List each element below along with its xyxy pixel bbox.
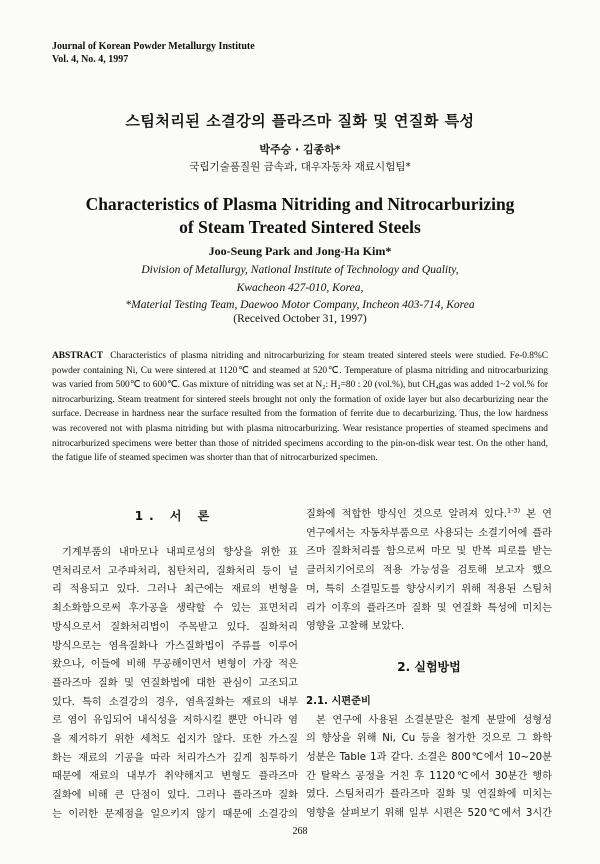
page-number: 268: [292, 826, 308, 837]
body-line: 성분은 Table 1과 같다. 소결은 800℃에서 10~20분: [306, 752, 552, 764]
body-text: 질화에 적합한 방식인 것으로 알려져 있다.: [306, 509, 507, 520]
body-line: 며, 특히 소결밀도를 향상시키기 위해 적용된 스팀처: [306, 583, 552, 595]
body-text: 본 연: [520, 509, 552, 520]
body-line: 클러치기어로의 적용 가능성을 검토해 보고자 했으: [306, 565, 552, 577]
right-column: [306, 506, 552, 824]
body-line: 였다. 스팀처리가 플라즈마 질화 및 연질화에 미치는: [306, 789, 552, 801]
english-affiliation: [0, 262, 600, 315]
subsection-heading: 2.1. 시편준비: [306, 695, 371, 707]
body-line: 는 이러한 문제점을 일으키지 않기 때문에 소결강의: [52, 808, 298, 820]
english-authors: Joo-Seung Park and Jong-Ha Kim*: [208, 244, 392, 258]
body-line: 의 향상을 위해 Ni, Cu 등을 첨가한 것으로 그 화학: [306, 733, 552, 745]
body-line: 때문에 재료의 내부가 취약해지고 변형도 플라즈마: [52, 771, 298, 783]
journal-name: Journal of Korean Powder Metallurgy Institute: [52, 41, 255, 52]
english-title: [0, 193, 600, 239]
left-column: [52, 506, 298, 825]
english-title-line2: of Steam Treated Sintered Steels: [179, 217, 421, 237]
body-line: 있다. 특히 소결강의 경우, 염욕질화는 재료의 내부: [52, 696, 298, 708]
body-line: [306, 506, 552, 525]
section-2-heading: 2. 실험방법: [397, 659, 461, 674]
body-line: 면처리로서 고주파처리, 침탄처리, 질화처리 등이 널: [52, 565, 298, 577]
affiliation-line: Kwacheon 427-010, Korea,: [236, 281, 364, 294]
body-line: 본 연구에 사용된 소결분말은 철계 분말에 성형성: [316, 714, 552, 726]
body-line: 플라즈마 질화 및 연질화법에 대한 관심이 고조되고: [52, 677, 298, 689]
body-line: 질화에 비해 큰 단점이 있다. 그러나 플라즈마 질화: [52, 790, 298, 802]
abstract-text: Characteristics of plasma nitriding and nitrocarburizing for steam treated sintered steels were studied. Fe-0.8%C powder containing Ni, Cu were sintered at 1120℃ and steamed at 520℃. Temperature of plasma nitriding and nitrocarburizing was varied from 500℃ to 600℃. Gas mixture of nitriding was set at N₂: H₂=80 : 20 (vol.%), but CH₄gas was added 1~2 vol.% for nitrocarburizing. Steam treatment for sintered steels brought not only the formation of oxide layer but also decarburizing near the surface. Decrease in hardness near the surface resulted from the formation of ferrite due to decarburizing. Thus, the low hardness was recovered not with plasma nitriding but with plasma nitrocarburizing. Wear resistance properties of steamed specimens and nitrocarburized specimens were better than those of nitrided specimens according to the pin-on-disk wear test. On the other hand, the fatigue life of steamed specimen was shorter than that of nitrocarburized specimen.: [52, 351, 549, 464]
received-date: (Received October 31, 1997): [233, 313, 367, 325]
citation: 1-3): [506, 506, 521, 515]
section-1-heading: 1. 서 론: [134, 509, 216, 523]
body-line: 간 탈왁스 공정을 거친 후 1120℃에서 30분간 행하: [306, 770, 552, 782]
body-line: 리가 이후의 플라즈마 질화 및 연질화 특성에 미치는: [306, 602, 552, 614]
body-line: 로 염이 유입되어 내식성을 저하시킬 뿐만 아니라 염: [52, 715, 298, 727]
body-line: 연구에서는 자동차부품으로 사용되는 소결기어에 플라: [306, 527, 552, 539]
abstract: [52, 349, 548, 466]
body-line: 영향을 살펴보기 위해 일부 시편은 520℃에서 3시간: [306, 808, 552, 820]
korean-authors: 박주승 · 김종하*: [259, 143, 341, 156]
body-line: 리 적용되고 있다. 그러나 최근에는 재료의 변형을: [52, 584, 298, 596]
body-line: 방식으로서 질화처리법이 주목받고 있다. 질화처리: [52, 621, 298, 633]
body-line: 방식으로는 염욕질화나 가스질화법이 주류를 이루어: [52, 640, 298, 652]
body-line: 영향을 고찰해 보았다.: [306, 621, 405, 633]
english-title-line1: Characteristics of Plasma Nitriding and Nitrocarburizing: [85, 194, 515, 214]
korean-title: 스팀처리된 소결강의 플라즈마 질화 및 연질화 특성: [125, 112, 475, 130]
affiliation-line: *Material Testing Team, Daewoo Motor Company, Incheon 403-714, Korea: [125, 299, 475, 311]
body-line: 즈마 질화처리를 함으로써 마모 및 반복 피로를 받는: [306, 546, 552, 558]
affiliation-line: Division of Metallurgy, National Institute of Technology and Quality,: [141, 264, 459, 276]
journal-volume: Vol. 4, No. 4, 1997: [52, 54, 129, 65]
body-line: 왔으나, 이들에 비해 무공해이면서 변형이 가장 적은: [52, 659, 298, 671]
body-line: 화는 재료의 기공을 따라 처리가스가 깊게 침투하기: [52, 752, 298, 764]
body-line: 기계부품의 내마모나 내피로성의 향상을 위한 표: [62, 547, 298, 558]
journal-header: [52, 40, 255, 66]
abstract-label: ABSTRACT: [52, 351, 104, 361]
body-line: 최소화함으로써 후가공을 생략할 수 있는 표면처리: [52, 603, 298, 615]
korean-affiliation: 국립기술품질원 금속과, 대우자동차 재료시험팀*: [189, 161, 411, 173]
body-line: 을 제거하기 위한 세척도 쉽지가 않다. 또한 가스질: [52, 734, 298, 746]
